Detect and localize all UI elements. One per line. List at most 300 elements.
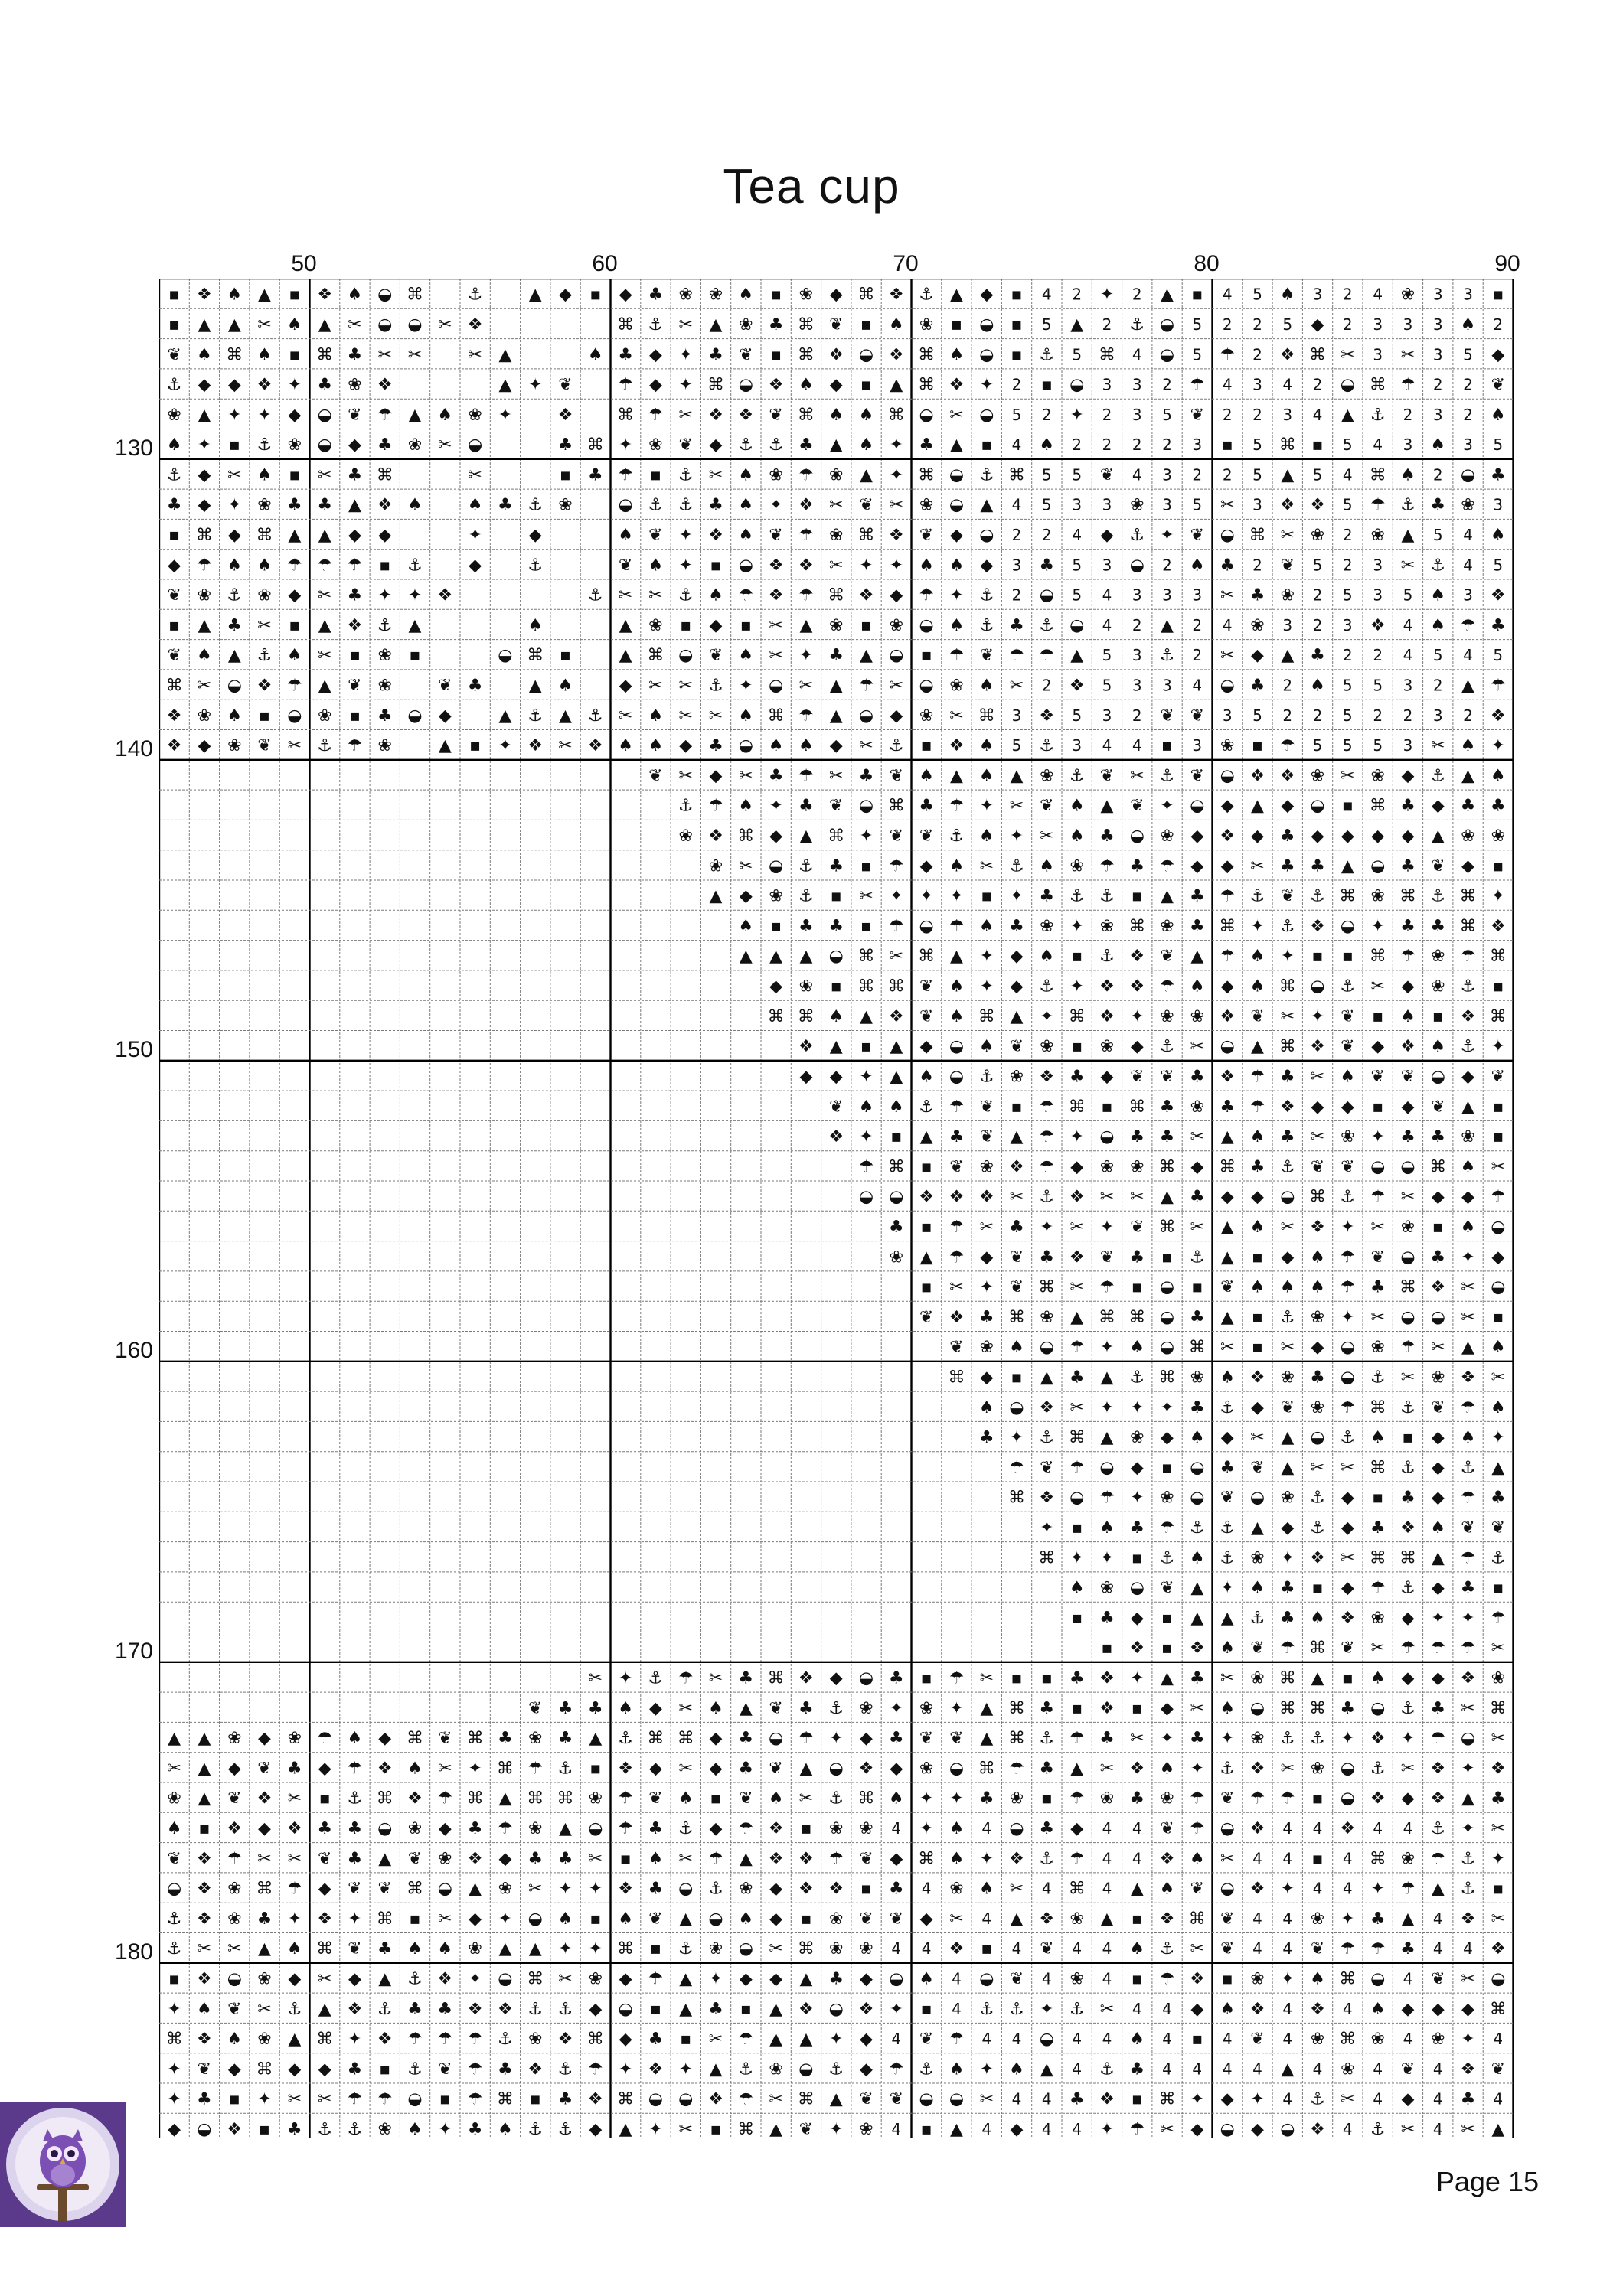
stitch-symbol: ❀ xyxy=(257,1969,272,1989)
stitch-symbol: ❦ xyxy=(919,1307,934,1327)
stitch-symbol: ☂ xyxy=(1340,1277,1356,1297)
stitch-symbol: ❦ xyxy=(1280,886,1295,906)
stitch-symbol: ❀ xyxy=(919,706,934,726)
stitch-symbol: ❦ xyxy=(889,766,904,786)
stitch-symbol: ◆ xyxy=(288,585,302,605)
stitch-symbol: ⌘ xyxy=(195,526,213,545)
stitch-symbol: ⚓ xyxy=(1129,315,1145,334)
stitch-symbol: ❖ xyxy=(1430,1277,1446,1297)
stitch-symbol: 3 xyxy=(1132,405,1142,424)
stitch-symbol: ❀ xyxy=(1160,827,1174,846)
stitch-symbol: ✦ xyxy=(1160,1397,1174,1417)
stitch-symbol: 4 xyxy=(1192,2060,1203,2079)
stitch-symbol: ❦ xyxy=(979,1097,994,1117)
stitch-symbol: ◆ xyxy=(829,1668,843,1688)
stitch-symbol: ♠ xyxy=(1249,1277,1265,1297)
stitch-symbol: ◆ xyxy=(1401,1789,1415,1808)
stitch-symbol: ⚓ xyxy=(678,796,694,816)
stitch-symbol: ⌘ xyxy=(376,1789,394,1808)
stitch-symbol: ▲ xyxy=(1100,1428,1114,1447)
stitch-symbol: ❦ xyxy=(527,1698,543,1718)
stitch-symbol: ▪ xyxy=(619,1849,632,1869)
stitch-symbol: 5 xyxy=(1192,315,1203,334)
stitch-symbol: ✦ xyxy=(197,435,212,455)
stitch-symbol: ☂ xyxy=(1340,1939,1356,1959)
stitch-symbol: ▲ xyxy=(1070,1759,1084,1779)
stitch-symbol: ⚓ xyxy=(1159,646,1175,666)
column-label-70: 70 xyxy=(893,251,919,276)
stitch-symbol: ☂ xyxy=(1340,1397,1356,1417)
stitch-symbol: ◒ xyxy=(1159,1277,1175,1297)
stitch-symbol: ✂ xyxy=(1431,1338,1445,1358)
stitch-symbol: ❦ xyxy=(1491,2060,1506,2079)
stitch-symbol: ✂ xyxy=(1491,1157,1506,1177)
stitch-symbol: ✂ xyxy=(889,676,904,696)
stitch-symbol: ☂ xyxy=(1490,676,1506,696)
stitch-symbol: ❖ xyxy=(1490,706,1506,726)
stitch-symbol: ▪ xyxy=(860,615,872,635)
stitch-symbol: ✦ xyxy=(348,2030,362,2049)
stitch-symbol: ♣ xyxy=(919,796,934,816)
stitch-symbol: ❀ xyxy=(1341,1127,1355,1146)
stitch-symbol: ✦ xyxy=(167,1999,181,2019)
stitch-symbol: 5 xyxy=(1192,345,1203,364)
stitch-symbol: ✦ xyxy=(1099,2119,1115,2138)
stitch-symbol: ⌘ xyxy=(918,947,936,967)
stitch-symbol: ☂ xyxy=(1460,1397,1476,1417)
stitch-symbol: ❀ xyxy=(498,1879,513,1899)
stitch-symbol: ♠ xyxy=(949,556,965,576)
stitch-symbol: ⚓ xyxy=(1430,766,1446,786)
stitch-symbol: ▪ xyxy=(168,1969,181,1989)
stitch-symbol: ✂ xyxy=(558,736,573,756)
stitch-symbol: ✦ xyxy=(1461,1247,1475,1267)
stitch-symbol: ❦ xyxy=(739,345,753,365)
stitch-symbol: ❖ xyxy=(1279,345,1295,365)
stitch-symbol: ⚓ xyxy=(919,285,934,305)
stitch-symbol: ❀ xyxy=(859,1698,874,1718)
stitch-symbol: ✂ xyxy=(1130,1187,1145,1207)
stitch-symbol: 2 xyxy=(1132,615,1142,634)
stitch-symbol: ▪ xyxy=(1311,1849,1324,1869)
stitch-symbol: ▲ xyxy=(709,2060,723,2079)
stitch-symbol: ⌘ xyxy=(226,345,243,365)
stitch-symbol: ❖ xyxy=(1159,1909,1175,1929)
stitch-symbol: ✦ xyxy=(979,977,994,996)
stitch-symbol: ▲ xyxy=(498,345,512,365)
stitch-symbol: ✦ xyxy=(1009,827,1024,846)
stitch-symbol: ❀ xyxy=(859,1819,874,1838)
stitch-symbol: ◆ xyxy=(1401,977,1415,996)
stitch-symbol: ◆ xyxy=(1461,1999,1474,2019)
stitch-symbol: ✂ xyxy=(1190,1939,1205,1959)
stitch-symbol: ❖ xyxy=(798,1037,814,1057)
stitch-symbol: ◆ xyxy=(438,706,452,726)
stitch-symbol: ◒ xyxy=(979,526,994,545)
stitch-symbol: ♠ xyxy=(1069,796,1085,816)
stitch-symbol: ◆ xyxy=(1371,1037,1385,1057)
stitch-symbol: ❀ xyxy=(828,1819,844,1838)
stitch-symbol: ❀ xyxy=(167,405,181,425)
stitch-symbol: ✂ xyxy=(1280,526,1295,545)
stitch-symbol: ✂ xyxy=(769,1939,783,1959)
stitch-symbol: 5 xyxy=(1102,676,1112,695)
stitch-symbol: ◆ xyxy=(769,1909,783,1929)
stitch-symbol: ⌘ xyxy=(887,977,905,996)
stitch-symbol: ♠ xyxy=(1039,947,1055,967)
stitch-symbol: ▪ xyxy=(860,1879,872,1899)
stitch-symbol: ❀ xyxy=(1310,1307,1325,1327)
column-label-50: 50 xyxy=(291,251,317,276)
stitch-symbol: ❦ xyxy=(348,676,362,696)
stitch-symbol: ✂ xyxy=(1009,1879,1024,1899)
stitch-symbol: ❦ xyxy=(1009,1247,1024,1267)
stitch-symbol: ❦ xyxy=(1280,556,1295,576)
stitch-symbol: ▲ xyxy=(980,1698,994,1718)
stitch-symbol: ♣ xyxy=(467,1819,483,1838)
stitch-symbol: ✦ xyxy=(769,495,783,515)
column-label-90: 90 xyxy=(1494,251,1520,276)
stitch-symbol: 4 xyxy=(981,1819,992,1838)
stitch-symbol: ♠ xyxy=(1189,1548,1205,1568)
stitch-symbol: ❀ xyxy=(1370,886,1385,906)
stitch-symbol: ✂ xyxy=(618,585,633,605)
stitch-symbol: ❖ xyxy=(828,1127,844,1146)
stitch-symbol: ❦ xyxy=(828,796,844,816)
stitch-symbol: ♠ xyxy=(648,556,664,576)
stitch-symbol: ⚓ xyxy=(949,827,965,846)
stitch-symbol: ❦ xyxy=(1491,1067,1506,1087)
stitch-symbol: 2 xyxy=(1312,585,1323,605)
stitch-symbol: ⚓ xyxy=(1370,2119,1386,2138)
stitch-symbol: ⚓ xyxy=(1129,1368,1145,1388)
stitch-symbol: ❖ xyxy=(1129,1759,1145,1779)
stitch-symbol: ◒ xyxy=(949,495,965,515)
stitch-symbol: ⌘ xyxy=(256,2060,273,2079)
stitch-symbol: ✂ xyxy=(949,1277,964,1297)
stitch-symbol: ◆ xyxy=(258,1729,271,1748)
stitch-symbol: ☂ xyxy=(798,706,814,726)
stitch-symbol: ✦ xyxy=(979,1277,994,1297)
stitch-symbol: ✂ xyxy=(769,2089,783,2109)
stitch-symbol: ▪ xyxy=(1071,1698,1083,1718)
stitch-symbol: ▪ xyxy=(228,2089,240,2109)
stitch-symbol: ▪ xyxy=(710,1789,722,1808)
stitch-symbol: ❖ xyxy=(1370,1729,1386,1748)
stitch-symbol: 4 xyxy=(1493,2030,1504,2048)
stitch-symbol: ▲ xyxy=(1161,1668,1174,1688)
stitch-symbol: ❖ xyxy=(587,2089,603,2109)
stitch-symbol: ⚓ xyxy=(1220,1759,1236,1779)
stitch-symbol: ❦ xyxy=(1099,766,1115,786)
stitch-symbol: ⚓ xyxy=(1279,916,1295,936)
stitch-symbol: ♠ xyxy=(828,1006,844,1026)
stitch-symbol: ✂ xyxy=(438,435,452,455)
stitch-symbol: ⌘ xyxy=(1489,1999,1507,2019)
stitch-symbol: ♣ xyxy=(1039,886,1055,906)
stitch-symbol: ❖ xyxy=(1039,1067,1055,1087)
stitch-symbol: ♠ xyxy=(527,615,544,635)
stitch-symbol: ◒ xyxy=(979,345,994,365)
stitch-symbol: ✂ xyxy=(348,315,362,334)
stitch-symbol: ✦ xyxy=(588,1879,603,1899)
stitch-symbol: ✦ xyxy=(1040,1218,1054,1237)
stitch-symbol: ❦ xyxy=(1220,1789,1235,1808)
stitch-symbol: ⌘ xyxy=(316,345,334,365)
stitch-symbol: ☂ xyxy=(377,405,393,425)
stitch-symbol: ▪ xyxy=(1071,947,1083,967)
stitch-symbol: ✦ xyxy=(798,646,814,666)
stitch-symbol: ❖ xyxy=(1039,706,1055,726)
stitch-symbol: ❖ xyxy=(1279,495,1295,515)
stitch-symbol: ♠ xyxy=(166,1819,182,1838)
stitch-symbol: ❀ xyxy=(1431,977,1445,996)
stitch-symbol: ⌘ xyxy=(1309,345,1326,365)
stitch-symbol: ✂ xyxy=(317,2089,332,2109)
stitch-symbol: ❀ xyxy=(859,1939,874,1959)
stitch-symbol: 2 xyxy=(1252,405,1262,424)
stitch-symbol: ⚓ xyxy=(498,2030,513,2049)
stitch-symbol: ♣ xyxy=(1039,1819,1055,1838)
stitch-symbol: ✂ xyxy=(167,1759,181,1779)
stitch-symbol: ❖ xyxy=(949,1187,965,1207)
stitch-symbol: ♠ xyxy=(738,526,754,545)
stitch-symbol: ♠ xyxy=(407,495,423,515)
stitch-symbol: ▪ xyxy=(1161,1458,1173,1478)
stitch-symbol: ⌘ xyxy=(1038,1277,1056,1297)
stitch-symbol: ♣ xyxy=(1039,556,1055,576)
stitch-symbol: ◒ xyxy=(768,676,784,696)
stitch-symbol: ✦ xyxy=(979,375,994,395)
stitch-symbol: ☂ xyxy=(919,585,934,605)
stitch-symbol: ▲ xyxy=(679,1999,693,2019)
stitch-symbol: ✦ xyxy=(1400,1729,1416,1748)
stitch-symbol: ☂ xyxy=(949,916,965,936)
stitch-symbol: 3 xyxy=(1132,676,1142,695)
stitch-symbol: ♣ xyxy=(1159,1097,1175,1117)
stitch-symbol: ⌘ xyxy=(797,405,815,425)
stitch-symbol: ❖ xyxy=(587,736,603,756)
stitch-symbol: ▪ xyxy=(1341,947,1354,967)
stitch-symbol: ☂ xyxy=(708,1849,723,1869)
stitch-symbol: 5 xyxy=(1342,706,1353,725)
stitch-symbol: ♠ xyxy=(1249,1218,1265,1237)
stitch-symbol: 4 xyxy=(1132,736,1142,755)
stitch-symbol: ❖ xyxy=(437,585,453,605)
stitch-symbol: ⚓ xyxy=(1400,1698,1416,1718)
stitch-symbol: ♠ xyxy=(978,676,994,696)
stitch-symbol: ❀ xyxy=(1370,1608,1385,1628)
stitch-symbol: ◒ xyxy=(1400,1157,1416,1177)
stitch-symbol: ▲ xyxy=(799,1759,813,1779)
stitch-symbol: ☂ xyxy=(1189,1789,1205,1808)
stitch-symbol: ❖ xyxy=(1129,977,1145,996)
stitch-symbol: ♠ xyxy=(1460,315,1476,334)
stitch-symbol: ✂ xyxy=(798,676,814,696)
stitch-symbol: ♠ xyxy=(1490,766,1506,786)
stitch-symbol: 4 xyxy=(1432,2060,1443,2079)
stitch-symbol: ▲ xyxy=(769,1999,783,2019)
stitch-symbol: ♣ xyxy=(1460,1578,1476,1598)
stitch-symbol: ♣ xyxy=(1039,1759,1055,1779)
stitch-symbol: 3 xyxy=(1432,315,1443,334)
stitch-symbol: 5 xyxy=(1162,405,1172,424)
stitch-symbol: ▲ xyxy=(1100,796,1114,816)
stitch-symbol: ◒ xyxy=(1340,916,1355,936)
stitch-symbol: ✂ xyxy=(1250,1428,1265,1447)
stitch-symbol: 3 xyxy=(1102,706,1112,725)
stitch-symbol: ✦ xyxy=(859,1127,874,1146)
stitch-symbol: ♣ xyxy=(648,285,664,305)
stitch-symbol: ▪ xyxy=(198,1819,211,1838)
stitch-symbol: 3 xyxy=(1102,556,1112,575)
stitch-symbol: ◒ xyxy=(678,1879,694,1899)
stitch-symbol: ✦ xyxy=(1190,2089,1205,2109)
stitch-symbol: ⚓ xyxy=(828,1698,844,1718)
stitch-symbol: ❖ xyxy=(1279,766,1295,786)
stitch-symbol: ◆ xyxy=(1190,1157,1204,1177)
stitch-symbol: ◆ xyxy=(258,1819,271,1838)
stitch-symbol: ♠ xyxy=(1159,1879,1175,1899)
stitch-symbol: ⌘ xyxy=(1429,1157,1447,1177)
stitch-symbol: 2 xyxy=(1312,375,1323,394)
stitch-symbol: ✦ xyxy=(889,435,904,455)
stitch-symbol: ♣ xyxy=(527,1849,544,1869)
stitch-symbol: ♠ xyxy=(949,345,965,365)
stitch-symbol: ✂ xyxy=(1009,676,1024,696)
stitch-symbol: ⌘ xyxy=(828,827,845,846)
stitch-symbol: ❦ xyxy=(227,1789,242,1808)
stitch-symbol: ◆ xyxy=(1401,1608,1415,1628)
stitch-symbol: ✂ xyxy=(287,1849,302,1869)
stitch-symbol: 5 xyxy=(1312,465,1323,484)
stitch-symbol: ◆ xyxy=(198,465,211,485)
stitch-symbol: ⚓ xyxy=(1039,1729,1055,1748)
stitch-symbol: ▲ xyxy=(318,615,331,635)
stitch-symbol: ⚓ xyxy=(1370,1759,1386,1779)
stitch-symbol: ◆ xyxy=(1190,856,1204,876)
stitch-symbol: 3 xyxy=(1432,345,1443,364)
stitch-symbol: ◒ xyxy=(979,405,994,425)
stitch-symbol: ▪ xyxy=(920,1999,932,2019)
stitch-symbol: ▪ xyxy=(1101,1639,1113,1658)
stitch-symbol: ⚓ xyxy=(587,585,603,605)
stitch-symbol: ❀ xyxy=(1310,1909,1325,1929)
stitch-symbol: ❦ xyxy=(769,405,783,425)
stitch-symbol: ⚓ xyxy=(978,1067,994,1087)
stitch-symbol: 5 xyxy=(1041,495,1052,514)
stitch-symbol: ♠ xyxy=(949,1006,965,1026)
stitch-symbol: ✂ xyxy=(438,1909,452,1929)
stitch-symbol: ♠ xyxy=(1430,1518,1446,1538)
stitch-symbol: ◒ xyxy=(1249,1698,1265,1718)
stitch-symbol: ❖ xyxy=(828,345,844,365)
stitch-symbol: ❦ xyxy=(919,526,934,545)
stitch-symbol: ▪ xyxy=(680,2030,692,2049)
stitch-symbol: ☂ xyxy=(197,556,212,576)
stitch-symbol: ⚓ xyxy=(678,1939,694,1959)
stitch-symbol: ◆ xyxy=(1190,827,1204,846)
stitch-symbol: ▲ xyxy=(469,1879,482,1899)
stitch-symbol: ⌘ xyxy=(1158,1218,1176,1237)
stitch-symbol: ♣ xyxy=(557,1849,573,1869)
stitch-symbol: ♠ xyxy=(1099,1518,1115,1538)
stitch-symbol: ❀ xyxy=(1130,1428,1145,1447)
stitch-symbol: ✦ xyxy=(859,827,874,846)
page-title: Tea cup xyxy=(723,158,900,214)
stitch-symbol: ✦ xyxy=(1040,1518,1054,1538)
stitch-symbol: ☂ xyxy=(1069,1458,1085,1478)
stitch-symbol: ◆ xyxy=(709,435,723,455)
stitch-symbol: ⌘ xyxy=(1038,1548,1056,1568)
stitch-symbol: 3 xyxy=(1403,435,1413,455)
stitch-symbol: ♠ xyxy=(919,1969,934,1989)
stitch-symbol: ☂ xyxy=(1039,1127,1055,1146)
stitch-symbol: ✂ xyxy=(678,676,693,696)
stitch-symbol: ♣ xyxy=(1189,1729,1205,1748)
stitch-symbol: ❖ xyxy=(1279,1097,1295,1117)
stitch-symbol: ⚓ xyxy=(527,495,544,515)
stitch-symbol: 4 xyxy=(1072,2030,1083,2048)
stitch-symbol: ❀ xyxy=(919,1759,934,1779)
stitch-symbol: ♠ xyxy=(858,435,874,455)
stitch-symbol: 4 xyxy=(1222,375,1233,394)
stitch-symbol: ✦ xyxy=(618,2060,633,2079)
stitch-symbol: ♣ xyxy=(347,1819,363,1838)
stitch-symbol: ❀ xyxy=(1370,526,1385,545)
stitch-symbol: 2 xyxy=(1041,676,1052,695)
stitch-symbol: ◒ xyxy=(498,1969,513,1989)
stitch-symbol: ❀ xyxy=(407,435,423,455)
stitch-symbol: ❖ xyxy=(1099,1006,1115,1026)
stitch-symbol: ⌘ xyxy=(1369,796,1386,816)
stitch-symbol: ▪ xyxy=(1372,1006,1384,1026)
stitch-symbol: 3 xyxy=(1463,285,1473,304)
stitch-symbol: ✦ xyxy=(498,405,513,425)
stitch-symbol: 2 xyxy=(1463,706,1473,725)
stitch-symbol: ♣ xyxy=(1189,1668,1205,1688)
stitch-symbol: ❦ xyxy=(919,1006,934,1026)
stitch-symbol: ▲ xyxy=(589,1729,603,1748)
stitch-symbol: ☂ xyxy=(828,1849,844,1869)
stitch-symbol: ❀ xyxy=(1310,1759,1325,1779)
stitch-symbol: ☂ xyxy=(1069,1338,1085,1358)
stitch-symbol: ⚓ xyxy=(1430,1819,1446,1838)
stitch-symbol: ▪ xyxy=(348,646,361,666)
stitch-symbol: ❖ xyxy=(377,375,393,395)
stitch-symbol: ◒ xyxy=(889,646,904,666)
stitch-symbol: ✦ xyxy=(468,1969,482,1989)
stitch-symbol: ◆ xyxy=(619,676,632,696)
stitch-symbol: ❀ xyxy=(377,646,392,666)
stitch-symbol: ⚓ xyxy=(1039,736,1055,756)
stitch-symbol: ⚓ xyxy=(1430,556,1446,576)
stitch-symbol: ⚓ xyxy=(227,585,243,605)
stitch-symbol: ♠ xyxy=(1490,405,1506,425)
stitch-symbol: ♣ xyxy=(1279,1067,1295,1087)
stitch-symbol: ❦ xyxy=(859,1849,874,1869)
stitch-symbol: ❖ xyxy=(768,1819,784,1838)
stitch-symbol: ❦ xyxy=(1099,1247,1115,1267)
stitch-symbol: ♠ xyxy=(1249,1127,1265,1146)
stitch-symbol: ❖ xyxy=(1310,2119,1325,2138)
stitch-symbol: ☂ xyxy=(1430,1729,1446,1748)
stitch-symbol: ◒ xyxy=(1099,1458,1115,1478)
stitch-symbol: 5 xyxy=(1373,676,1383,695)
stitch-symbol: ❖ xyxy=(798,495,814,515)
stitch-symbol: ▪ xyxy=(1311,1578,1324,1598)
stitch-symbol: ✂ xyxy=(1009,1187,1024,1207)
